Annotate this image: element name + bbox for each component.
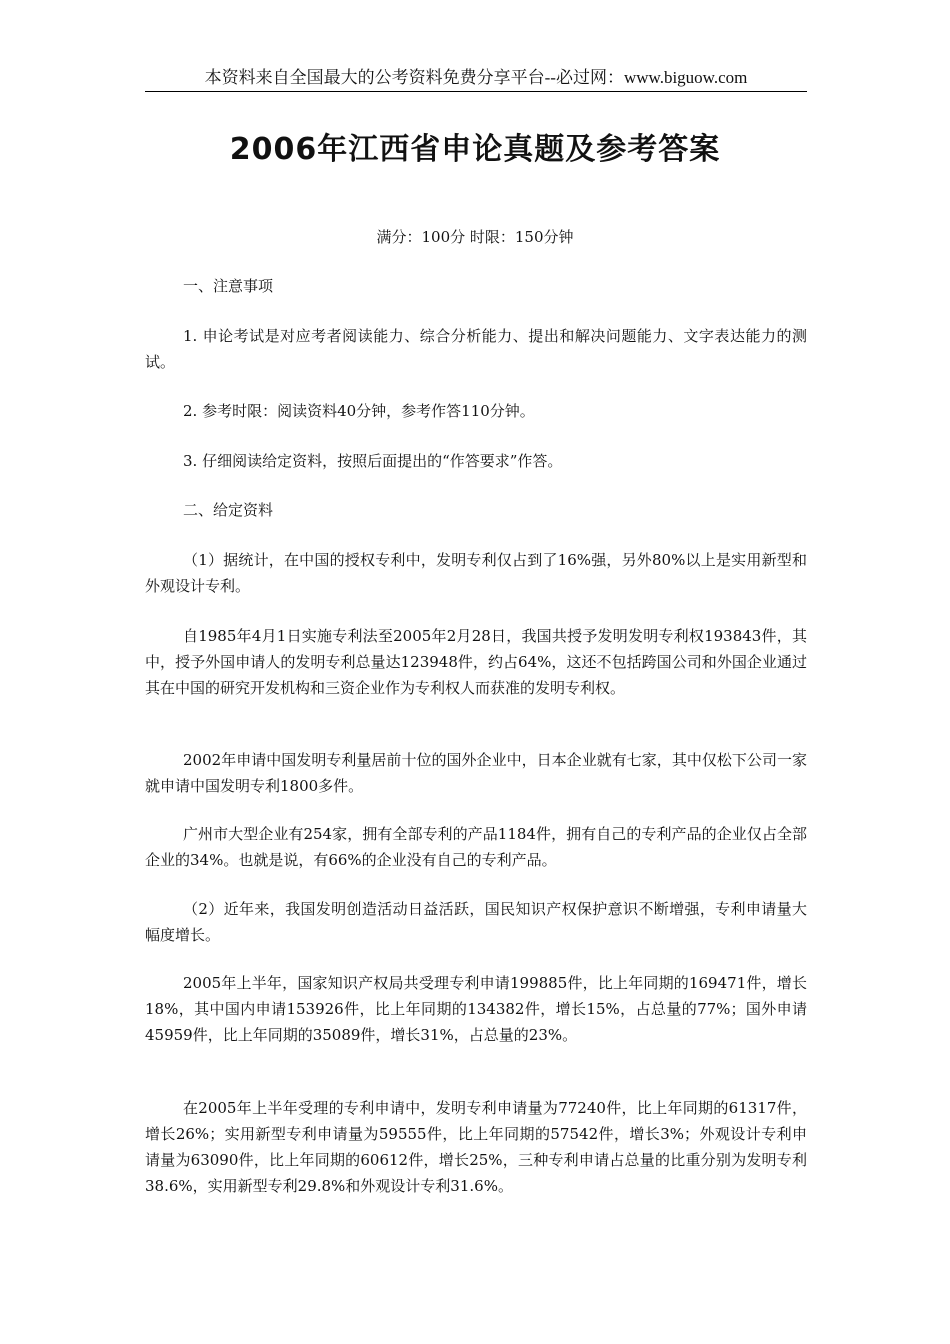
material-paragraph: 2005年上半年，国家知识产权局共受理专利申请199885件，比上年同期的169471件，增长18%，其中国内申请153926件，比上年同期的134382件，增长15%，占总量的77%；国外申请45959件，比上年同期的35089件，增长31%，占总量的23%。 bbox=[145, 974, 807, 1044]
note-item-3: 3. 仔细阅读给定资料，按照后面提出的“作答要求”作答。 bbox=[183, 452, 563, 470]
material-paragraph: 在2005年上半年受理的专利申请中，发明专利申请量为77240件，比上年同期的61317件，增长26%；实用新型专利申请量为59555件，比上年同期的57542件，增长3%；外观设计专利申请量为63090件，比上年同期的60612件，增长25%，三种专利申请占总量的比重分别为发明专利38.6%，实用新型专利29.8%和外观设计专利31.6%。 bbox=[145, 1099, 807, 1195]
material-paragraph: 自1985年4月1日实施专利法至2005年2月28日，我国共授予发明发明专利权193843件，其中，授予外国申请人的发明专利总量达123948件，约占64%，这还不包括跨国公司和外国企业通过其在中国的研究开发机构和三资企业作为专利权人而获准的发明专利权。 bbox=[145, 627, 807, 697]
page-title: 2006年江西省申论真题及参考答案 bbox=[229, 132, 721, 167]
material-paragraph: 广州市大型企业有254家，拥有全部专利的产品1184件，拥有自己的专利产品的企业仅占全部企业的34%。也就是说，有66%的企业没有自己的专利产品。 bbox=[145, 825, 807, 869]
exam-meta: 满分：100分 时限：150分钟 bbox=[376, 228, 574, 246]
section-heading-materials: 二、给定资料 bbox=[183, 501, 274, 519]
note-item-1: 1. 申论考试是对应考者阅读能力、综合分析能力、提出和解决问题能力、文字表达能力的测试。 bbox=[145, 327, 807, 371]
section-heading-notes: 一、注意事项 bbox=[183, 277, 274, 295]
source-header: 本资料来自全国最大的公考资料免费分享平台--必过网：www.biguow.com bbox=[204, 68, 748, 87]
material-paragraph: （1）据统计，在中国的授权专利中，发明专利仅占到了16%强，另外80%以上是实用新型和外观设计专利。 bbox=[145, 551, 807, 595]
material-paragraph: 2002年申请中国发明专利量居前十位的国外企业中，日本企业就有七家，其中仅松下公司一家就申请中国发明专利1800多件。 bbox=[145, 751, 807, 795]
header-divider bbox=[145, 91, 807, 92]
note-item-2: 2. 参考时限：阅读资料40分钟，参考作答110分钟。 bbox=[183, 402, 535, 420]
material-paragraph: （2）近年来，我国发明创造活动日益活跃，国民知识产权保护意识不断增强，专利申请量大幅度增长。 bbox=[145, 900, 807, 944]
